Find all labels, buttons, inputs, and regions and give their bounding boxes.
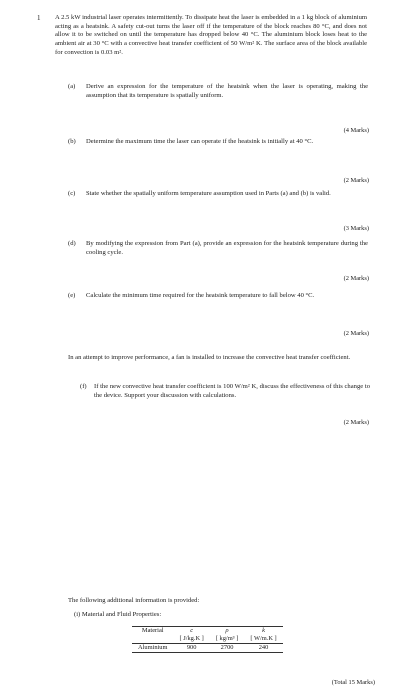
part-c-label: (c) xyxy=(68,190,76,197)
header-k: k xyxy=(244,627,282,636)
question-intro: A 2.5 kW industrial laser operates intermittently. To dissipate heat the laser is embedded in a 1 kg block of aluminium acting as a heatsink. A safety cut-out turns the laser off if the temperature of the block reaches 80 °C, and does not allow it to be switched on until the temperature has dropped below 40 °C. The aluminium block loses heat to the ambient air at 30 °C with a convective heat transfer coefficient of 50 W/m² K. The surface area of the block available for convection is 0.03 m². xyxy=(55,14,367,56)
part-d xyxy=(68,240,368,257)
table-header-row xyxy=(132,627,283,636)
part-c-marks: (3 Marks) xyxy=(343,225,369,232)
cell-k: 240 xyxy=(244,644,282,653)
part-b-marks: (2 Marks) xyxy=(343,177,369,184)
part-e-marks: (2 Marks) xyxy=(343,330,369,337)
part-e xyxy=(68,292,368,301)
header-c: c xyxy=(173,627,209,636)
part-a-marks: (4 Marks) xyxy=(343,127,369,134)
header-rho: ρ xyxy=(210,627,245,636)
material-properties-table xyxy=(132,626,283,653)
part-e-text: Calculate the minimum time required for the heatsink temperature to fall below 40 °C. xyxy=(86,292,315,299)
units-material xyxy=(132,635,173,644)
table-row xyxy=(132,644,283,653)
part-e-label: (e) xyxy=(68,292,76,299)
part-d-text: By modifying the expression from Part (a), provide an expression for the heatsink temperature during the cooling cycle. xyxy=(86,240,368,256)
part-d-marks: (2 Marks) xyxy=(343,275,369,282)
cell-rho: 2700 xyxy=(210,644,245,653)
part-f-label: (f) xyxy=(80,383,87,390)
part-f xyxy=(80,383,370,400)
part-a xyxy=(68,83,368,100)
part-a-text: Derive an expression for the temperature of the heatsink when the laser is operating, making the assumption that its temperature is spatially uniform. xyxy=(86,83,368,99)
improvement-paragraph: In an attempt to improve performance, a fan is installed to increase the convective heat transfer coefficient. xyxy=(68,354,351,361)
part-d-label: (d) xyxy=(68,240,76,247)
part-b-label: (b) xyxy=(68,138,76,145)
part-a-label: (a) xyxy=(68,83,76,90)
part-c-text: State whether the spatially uniform temperature assumption used in Parts (a) and (b) is valid. xyxy=(86,190,331,197)
additional-info: The following additional information is provided: xyxy=(68,597,200,604)
total-marks: (Total 15 Marks) xyxy=(331,679,375,686)
part-f-text: If the new convective heat transfer coefficient is 100 W/m² K, discuss the effectiveness of this change to the device. Support your discussion with calculations. xyxy=(94,383,370,399)
material-properties-heading: (i) Material and Fluid Properties: xyxy=(74,611,162,618)
part-b xyxy=(68,138,368,147)
part-c xyxy=(68,190,368,199)
part-f-marks: (2 Marks) xyxy=(343,419,369,426)
cell-material: Aluminium xyxy=(132,644,173,653)
part-b-text: Determine the maximum time the laser can operate if the heatsink is initially at 40 °C. xyxy=(86,138,314,145)
units-k: [ W/m.K ] xyxy=(244,635,282,644)
cell-c: 900 xyxy=(173,644,209,653)
units-c: [ J/kg.K ] xyxy=(173,635,209,644)
table-units-row xyxy=(132,635,283,644)
units-rho: [ kg/m³ ] xyxy=(210,635,245,644)
header-material: Material xyxy=(132,627,173,636)
question-number: 1 xyxy=(37,14,41,22)
